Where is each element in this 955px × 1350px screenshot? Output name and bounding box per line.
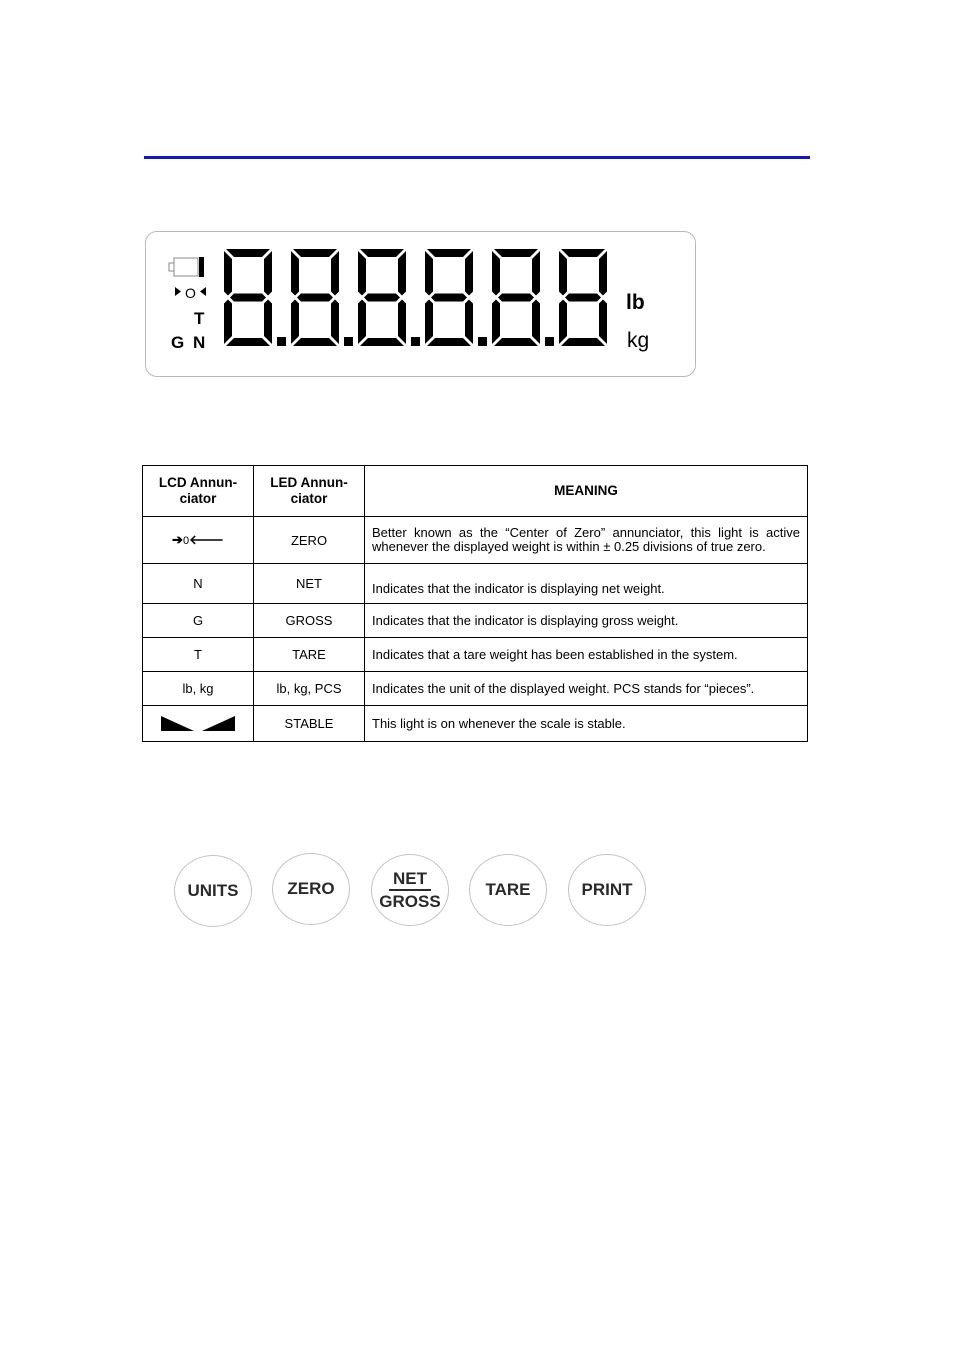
- meaning-cell: Better known as the “Center of Zero” annunciator, this light is active whenever the displayed weight is within ± 0.25 divisions of true zero.: [365, 517, 808, 564]
- segment-e: [358, 300, 366, 345]
- meaning-cell: Indicates that the indicator is displaying gross weight.: [365, 604, 808, 638]
- led-cell: STABLE: [254, 706, 365, 742]
- decimal-point: [545, 337, 554, 346]
- segment-f: [425, 251, 433, 296]
- segment-c: [599, 300, 607, 345]
- segment-g: [230, 294, 266, 302]
- segment-f: [492, 251, 500, 296]
- net-gross-button[interactable]: [371, 854, 449, 926]
- segment-f: [224, 251, 232, 296]
- lcd-cell: lb, kg: [143, 672, 254, 706]
- net-label: NET: [389, 869, 431, 891]
- lcd-segment-display: [146, 232, 695, 376]
- segment-a: [293, 249, 337, 257]
- segment-d: [360, 338, 404, 346]
- lcd-cell: N: [143, 564, 254, 604]
- net-annunciator: N: [193, 333, 206, 352]
- led-cell: GROSS: [254, 604, 365, 638]
- segment-f: [358, 251, 366, 296]
- gross-label: GROSS: [379, 892, 441, 911]
- table-row: [143, 604, 808, 638]
- segment-c: [331, 300, 339, 345]
- segment-c: [264, 300, 272, 345]
- header-rule: [144, 156, 810, 159]
- table-row: [143, 517, 808, 564]
- battery-icon: [169, 257, 204, 277]
- led-cell: lb, kg, PCS: [254, 672, 365, 706]
- segment-d: [561, 338, 605, 346]
- lcd-display-panel: [145, 231, 696, 377]
- segment-d: [293, 338, 337, 346]
- center-of-zero-arrows-icon: ➔0🡐: [172, 532, 224, 547]
- annunciator-table: [142, 465, 808, 742]
- decimal-point: [344, 337, 353, 346]
- tare-annunciator: T: [194, 309, 205, 328]
- segment-g: [364, 294, 400, 302]
- segment-b: [465, 251, 473, 296]
- segment-e: [425, 300, 433, 345]
- segment-e: [224, 300, 232, 345]
- meaning-cell: This light is on whenever the scale is stable.: [365, 706, 808, 742]
- segment-g: [431, 294, 467, 302]
- lcd-cell: [143, 706, 254, 742]
- segment-b: [599, 251, 607, 296]
- led-column-header: LED Annun- ciator: [254, 466, 365, 517]
- decimal-point: [411, 337, 420, 346]
- segment-b: [398, 251, 406, 296]
- segment-c: [532, 300, 540, 345]
- units-button[interactable]: UNITS: [174, 855, 252, 927]
- segment-g: [498, 294, 534, 302]
- segment-a: [427, 249, 471, 257]
- lcd-column-header: LCD Annun- ciator: [143, 466, 254, 517]
- segment-g: [565, 294, 601, 302]
- zero-annunciator-label: O: [185, 285, 196, 301]
- segment-b: [331, 251, 339, 296]
- table-row: [143, 638, 808, 672]
- gross-annunciator: G: [171, 333, 185, 352]
- tare-button[interactable]: TARE: [469, 854, 547, 926]
- table-row: [143, 672, 808, 706]
- lcd-cell: G: [143, 604, 254, 638]
- lcd-cell: [143, 517, 254, 564]
- segment-c: [398, 300, 406, 345]
- decimal-point: [478, 337, 487, 346]
- segment-d: [427, 338, 471, 346]
- zero-button[interactable]: ZERO: [272, 853, 350, 925]
- print-button[interactable]: PRINT: [568, 854, 646, 926]
- meaning-column-header: MEANING: [365, 466, 808, 517]
- stable-wedges-icon: [161, 715, 235, 733]
- segment-d: [494, 338, 538, 346]
- segment-a: [226, 249, 270, 257]
- table-header-row: [143, 466, 808, 517]
- segment-c: [465, 300, 473, 345]
- segment-a: [360, 249, 404, 257]
- decimal-point: [277, 337, 286, 346]
- segment-b: [264, 251, 272, 296]
- lcd-cell: T: [143, 638, 254, 672]
- led-cell: TARE: [254, 638, 365, 672]
- segment-a: [494, 249, 538, 257]
- segment-f: [559, 251, 567, 296]
- segment-e: [559, 300, 567, 345]
- segment-g: [297, 294, 333, 302]
- led-cell: NET: [254, 564, 365, 604]
- segment-b: [532, 251, 540, 296]
- unit-kg: kg: [627, 329, 650, 352]
- segment-a: [561, 249, 605, 257]
- meaning-cell: Indicates that the indicator is displaying net weight.: [365, 564, 808, 604]
- led-cell: ZERO: [254, 517, 365, 564]
- meaning-cell: Indicates that a tare weight has been established in the system.: [365, 638, 808, 672]
- segment-e: [291, 300, 299, 345]
- table-row: [143, 564, 808, 604]
- seven-segment-digits: [224, 249, 607, 346]
- meaning-cell: Indicates the unit of the displayed weight. PCS stands for “pieces”.: [365, 672, 808, 706]
- segment-e: [492, 300, 500, 345]
- segment-d: [226, 338, 270, 346]
- unit-lb: lb: [626, 291, 645, 314]
- segment-f: [291, 251, 299, 296]
- table-row: [143, 706, 808, 742]
